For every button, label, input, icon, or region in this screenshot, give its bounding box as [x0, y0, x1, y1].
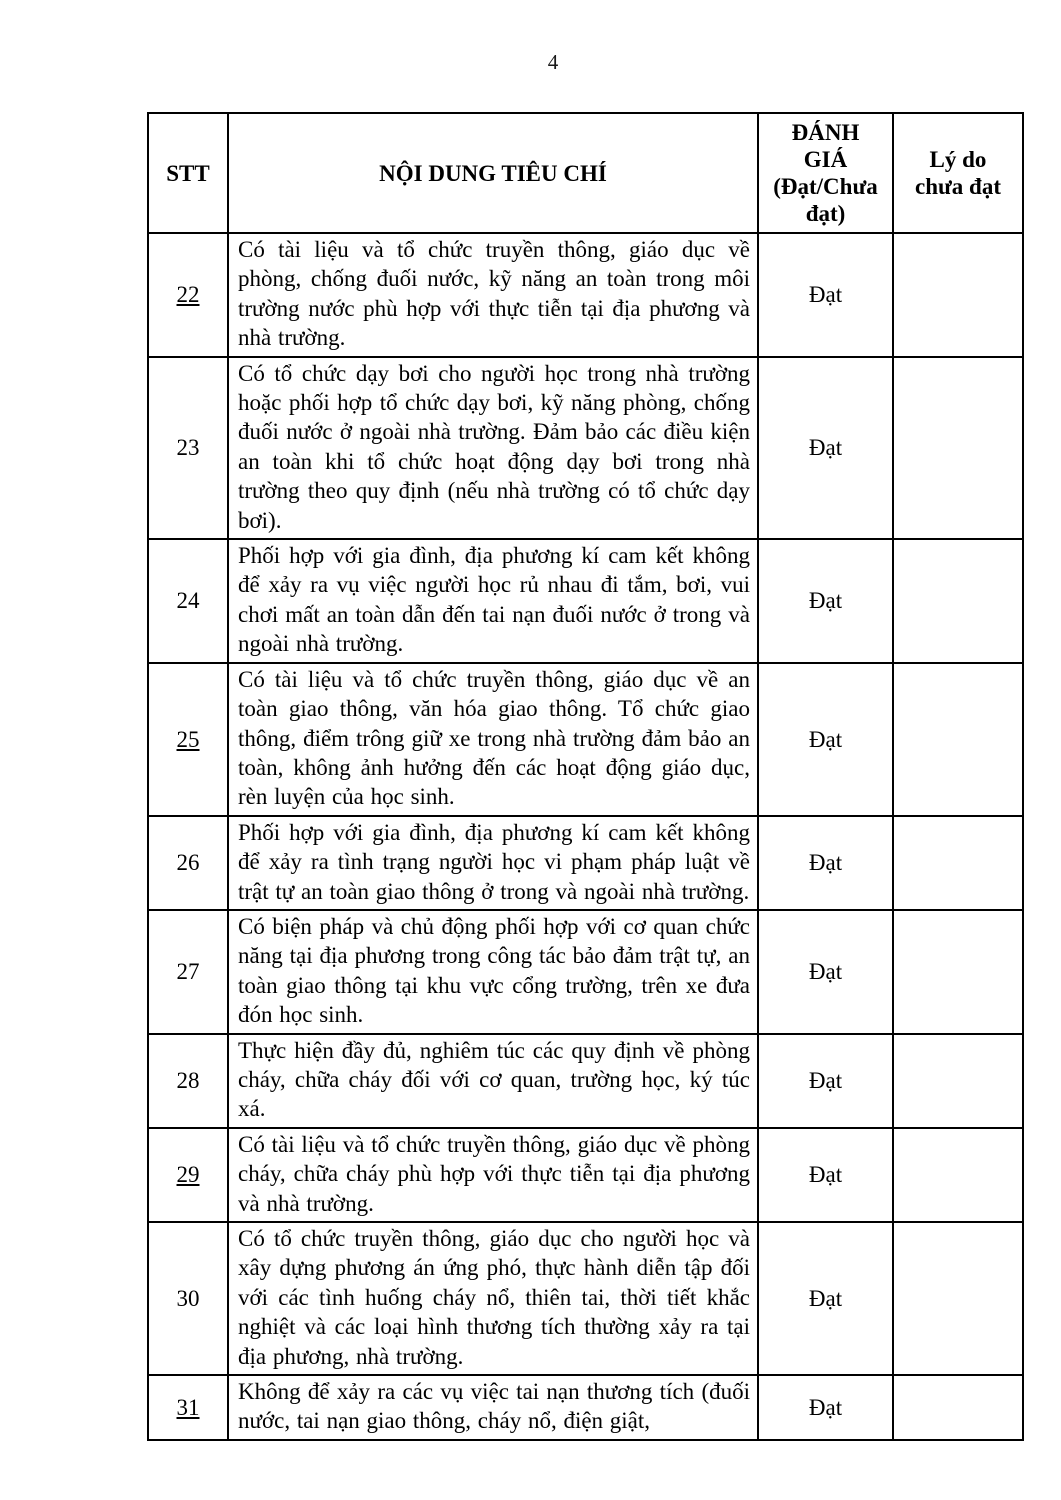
criterion-number: 24: [176, 588, 200, 614]
criterion-number: 26: [176, 850, 200, 876]
column-header-evaluation-line3: (Đạt/Chưa: [773, 174, 878, 199]
criterion-number: 31: [176, 1394, 200, 1420]
reason-cell: [893, 663, 1023, 816]
criterion-number: 27: [176, 959, 200, 985]
stt-cell: [148, 1034, 228, 1128]
criteria-cell: Có tổ chức truyền thông, giáo dục cho người học và xây dựng phương án ứng phó, thực hành diễn tập đối với các tình huống cháy nổ, thiên tai, thời tiết khắc nghiệt và các loại hình thương tích thường xảy ra tại địa phương, nhà trường.: [228, 1222, 758, 1375]
table-row: [148, 233, 1023, 357]
criteria-cell: Có tài liệu và tổ chức truyền thông, giáo dục về phòng, chống đuối nước, kỹ năng an toàn trong môi trường nước phù hợp với thực tiễn tại địa phương và nhà trường.: [228, 233, 758, 357]
criteria-cell: Phối hợp với gia đình, địa phương kí cam kết không để xảy ra vụ việc người học rủ nhau đi tắm, bơi, vui chơi mất an toàn dẫn đến tai nạn đuối nước ở trong và ngoài nhà trường.: [228, 539, 758, 663]
stt-cell: [148, 816, 228, 910]
stt-cell: [148, 663, 228, 816]
criteria-cell: Có biện pháp và chủ động phối hợp với cơ quan chức năng tại địa phương trong công tác bảo đảm trật tự, an toàn giao thông tại khu vực cổng trường, trên xe đưa đón học sinh.: [228, 910, 758, 1034]
stt-cell: [148, 233, 228, 357]
criterion-number: 30: [176, 1286, 200, 1312]
evaluation-cell: Đạt: [758, 233, 893, 357]
evaluation-cell: Đạt: [758, 1222, 893, 1375]
table-row: [148, 1034, 1023, 1128]
criteria-cell: Không để xảy ra các vụ việc tai nạn thương tích (đuối nước, tai nạn giao thông, cháy nổ, điện giật,: [228, 1375, 758, 1440]
column-header-evaluation-line1: ĐÁNH: [791, 120, 860, 145]
evaluation-cell: Đạt: [758, 816, 893, 910]
stt-cell: [148, 1128, 228, 1222]
table-header-row: [148, 113, 1023, 233]
table-row: [148, 1375, 1023, 1440]
reason-cell: [893, 816, 1023, 910]
reason-cell: [893, 1128, 1023, 1222]
evaluation-cell: Đạt: [758, 357, 893, 539]
column-header-reason-line2: chưa đạt: [914, 174, 1001, 199]
evaluation-cell: Đạt: [758, 1034, 893, 1128]
page-number: 4: [547, 50, 559, 74]
evaluation-cell: Đạt: [758, 539, 893, 663]
criterion-number: 25: [176, 726, 200, 752]
column-header-reason-line1: Lý do: [929, 147, 987, 172]
criterion-number: 29: [176, 1162, 200, 1188]
criteria-cell: Có tài liệu và tổ chức truyền thông, giáo dục về an toàn giao thông, văn hóa giao thông. Tổ chức giao thông, điểm trông giữ xe trong nhà trường đảm bảo an toàn, không ảnh hưởng đến các hoạt động giáo dục, rèn luyện của học sinh.: [228, 663, 758, 816]
table-row: [148, 910, 1023, 1034]
table-row: [148, 1128, 1023, 1222]
stt-cell: [148, 910, 228, 1034]
column-header-criteria-label: NỘI DUNG TIÊU CHÍ: [379, 160, 607, 186]
reason-cell: [893, 1375, 1023, 1440]
stt-cell: [148, 1375, 228, 1440]
evaluation-cell: Đạt: [758, 910, 893, 1034]
criterion-number: 23: [176, 435, 200, 461]
column-header-stt: [148, 113, 228, 233]
stt-cell: [148, 539, 228, 663]
table-row: [148, 357, 1023, 539]
criteria-cell: Có tổ chức dạy bơi cho người học trong nhà trường hoặc phối hợp tổ chức dạy bơi, kỹ năng phòng, chống đuối nước ở ngoài nhà trường. Đảm bảo các điều kiện an toàn khi tổ chức hoạt động dạy bơi trong nhà trường theo quy định (nếu nhà trường có tổ chức dạy bơi).: [228, 357, 758, 539]
criteria-cell: Phối hợp với gia đình, địa phương kí cam kết không để xảy ra tình trạng người học vi phạm pháp luật về trật tự an toàn giao thông ở trong và ngoài nhà trường.: [228, 816, 758, 910]
column-header-criteria: [228, 113, 758, 233]
reason-cell: [893, 1222, 1023, 1375]
reason-cell: [893, 1034, 1023, 1128]
evaluation-cell: Đạt: [758, 1375, 893, 1440]
table-row: [148, 663, 1023, 816]
criterion-number: 22: [176, 282, 200, 308]
stt-cell: [148, 1222, 228, 1375]
criteria-cell: Thực hiện đầy đủ, nghiêm túc các quy định về phòng cháy, chữa cháy đối với cơ quan, trường học, ký túc xá.: [228, 1034, 758, 1128]
stt-cell: [148, 357, 228, 539]
evaluation-cell: Đạt: [758, 663, 893, 816]
column-header-reason: [893, 113, 1023, 233]
column-header-stt-label: STT: [166, 160, 210, 186]
criteria-table: [147, 112, 1024, 1441]
reason-cell: [893, 539, 1023, 663]
column-header-evaluation-line2: GIÁ: [803, 147, 848, 172]
column-header-evaluation-line4: đạt): [805, 201, 846, 226]
table-row: [148, 539, 1023, 663]
criterion-number: 28: [176, 1068, 200, 1094]
evaluation-cell: Đạt: [758, 1128, 893, 1222]
column-header-evaluation: [758, 113, 893, 233]
table-row: [148, 816, 1023, 910]
reason-cell: [893, 233, 1023, 357]
criteria-cell: Có tài liệu và tổ chức truyền thông, giáo dục về phòng cháy, chữa cháy phù hợp với thực tiễn tại địa phương và nhà trường.: [228, 1128, 758, 1222]
reason-cell: [893, 357, 1023, 539]
reason-cell: [893, 910, 1023, 1034]
table-row: [148, 1222, 1023, 1375]
